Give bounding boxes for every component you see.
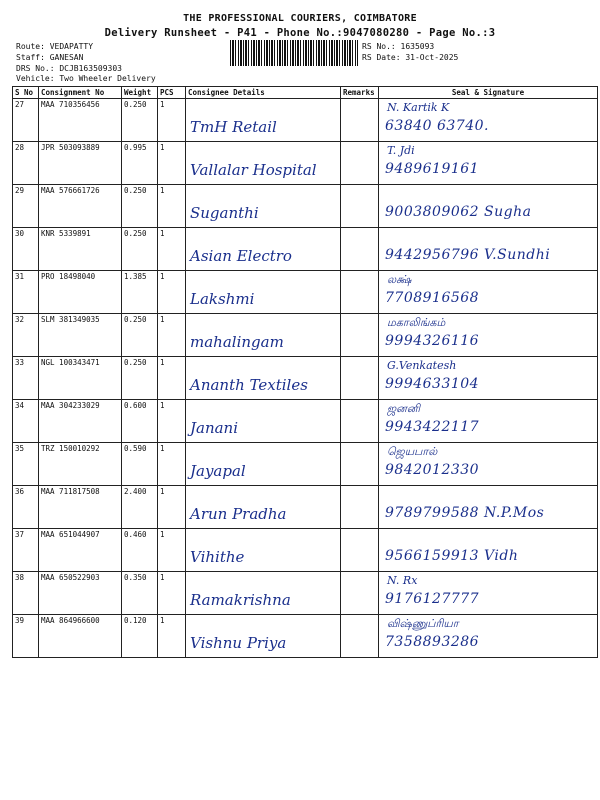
cell-sno: 35 [13, 443, 39, 486]
runsheet-subtitle: Delivery Runsheet - P41 - Phone No.:9047080280 - Page No.:3 [104, 27, 496, 39]
signature-phone: 9994326116 [385, 333, 480, 349]
cell-sno: 37 [13, 529, 39, 572]
vehicle-label: Vehicle: Two Wheeler Delivery [16, 74, 156, 83]
signature-name: ஜனனி [387, 402, 420, 415]
cell-sno: 34 [13, 400, 39, 443]
table-row [13, 185, 598, 228]
cell-consignee [186, 572, 341, 615]
table-row [13, 572, 598, 615]
table-row [13, 271, 598, 314]
table-row [13, 615, 598, 658]
signature-phone: 9994633104 [385, 376, 480, 392]
signature-phone: 9442956796 V.Sundhi [385, 247, 551, 263]
signature-phone: 9003809062 Sugha [385, 204, 532, 220]
cell-signature [379, 400, 598, 443]
table-row [13, 443, 598, 486]
cell-pcs: 1 [158, 443, 186, 486]
col-remarks: Remarks [341, 87, 379, 99]
cell-signature [379, 228, 598, 271]
table-header-row [13, 87, 598, 99]
signature-name: N. Kartik K [387, 101, 450, 114]
cell-signature [379, 99, 598, 142]
cell-signature [379, 185, 598, 228]
cell-pcs: 1 [158, 228, 186, 271]
signature-name: T. Jdi [387, 144, 415, 157]
cell-sno: 36 [13, 486, 39, 529]
cell-pcs: 1 [158, 572, 186, 615]
cell-consignee [186, 142, 341, 185]
cell-consignee [186, 99, 341, 142]
cell-weight: 0.590 [122, 443, 158, 486]
cell-weight: 0.350 [122, 572, 158, 615]
cell-weight: 1.385 [122, 271, 158, 314]
consignee-handwriting: Jayapal [190, 462, 246, 480]
signature-phone: 63840 63740. [385, 118, 489, 134]
cell-consignee [186, 228, 341, 271]
col-pcs: PCS [158, 87, 186, 99]
cell-remarks [341, 357, 379, 400]
consignee-handwriting: Janani [190, 419, 239, 437]
signature-phone: 9176127777 [385, 591, 480, 607]
cell-consignment: MAA 651044907 [39, 529, 122, 572]
col-consignee: Consignee Details [186, 87, 341, 99]
table-row [13, 486, 598, 529]
consignee-handwriting: Vallalar Hospital [190, 161, 317, 179]
cell-pcs: 1 [158, 357, 186, 400]
cell-weight: 0.250 [122, 185, 158, 228]
cell-pcs: 1 [158, 615, 186, 658]
cell-weight: 0.995 [122, 142, 158, 185]
cell-pcs: 1 [158, 486, 186, 529]
table-row [13, 99, 598, 142]
cell-weight: 0.250 [122, 99, 158, 142]
signature-name: N. Rx [387, 574, 418, 587]
signature-phone: 9842012330 [385, 462, 480, 478]
cell-remarks [341, 99, 379, 142]
table-row [13, 228, 598, 271]
rs-no: RS No.: 1635093 [362, 42, 435, 51]
col-sno: S No [13, 87, 39, 99]
cell-signature [379, 615, 598, 658]
cell-signature [379, 314, 598, 357]
cell-signature [379, 486, 598, 529]
cell-consignment: SLM 381349035 [39, 314, 122, 357]
cell-sno: 29 [13, 185, 39, 228]
cell-consignee [186, 185, 341, 228]
signature-phone: 9943422117 [385, 419, 480, 435]
consignee-handwriting: Lakshmi [190, 290, 255, 308]
consignee-handwriting: mahalingam [190, 333, 284, 351]
signature-phone: 9566159913 Vidh [385, 548, 519, 564]
runsheet-table [12, 86, 598, 658]
cell-signature [379, 271, 598, 314]
cell-consignment: PRO 18498040 [39, 271, 122, 314]
col-signature: Seal & Signature [379, 87, 598, 99]
cell-remarks [341, 142, 379, 185]
cell-consignee [186, 615, 341, 658]
table-row [13, 400, 598, 443]
cell-pcs: 1 [158, 400, 186, 443]
signature-name: லக்ஷ் [387, 273, 412, 286]
staff-label: Staff: GANESAN [16, 53, 84, 62]
cell-consignee [186, 486, 341, 529]
cell-consignment: MAA 711817508 [39, 486, 122, 529]
rs-date: RS Date: 31-Oct-2025 [362, 53, 459, 62]
signature-name: G.Venkatesh [387, 359, 457, 372]
col-consignment: Consignment No [39, 87, 122, 99]
cell-remarks [341, 400, 379, 443]
consignee-handwriting: Suganthi [190, 204, 259, 222]
cell-weight: 0.250 [122, 357, 158, 400]
cell-signature [379, 572, 598, 615]
cell-pcs: 1 [158, 99, 186, 142]
cell-signature [379, 443, 598, 486]
cell-sno: 28 [13, 142, 39, 185]
cell-weight: 2.400 [122, 486, 158, 529]
cell-sno: 31 [13, 271, 39, 314]
cell-pcs: 1 [158, 314, 186, 357]
cell-remarks [341, 572, 379, 615]
cell-sno: 30 [13, 228, 39, 271]
cell-signature [379, 529, 598, 572]
signature-phone: 7708916568 [385, 290, 480, 306]
table-row [13, 314, 598, 357]
cell-pcs: 1 [158, 529, 186, 572]
cell-consignment: NGL 100343471 [39, 357, 122, 400]
cell-consignment: JPR 503093889 [39, 142, 122, 185]
cell-remarks [341, 486, 379, 529]
col-weight: Weight [122, 87, 158, 99]
cell-sno: 39 [13, 615, 39, 658]
cell-consignment: KNR 5339891 [39, 228, 122, 271]
table-row [13, 357, 598, 400]
drs-label: DRS No.: DCJB163509303 [16, 64, 122, 73]
cell-weight: 0.120 [122, 615, 158, 658]
cell-remarks [341, 185, 379, 228]
cell-pcs: 1 [158, 142, 186, 185]
route-label: Route: VEDAPATTY [16, 42, 94, 51]
cell-consignment: MAA 576661726 [39, 185, 122, 228]
cell-sno: 38 [13, 572, 39, 615]
cell-signature [379, 357, 598, 400]
cell-weight: 0.250 [122, 314, 158, 357]
consignee-handwriting: Vishnu Priya [190, 634, 287, 652]
consignee-handwriting: Vihithe [190, 548, 245, 566]
consignee-handwriting: Ramakrishna [190, 591, 291, 609]
cell-consignment: MAA 650522903 [39, 572, 122, 615]
cell-consignee [186, 529, 341, 572]
cell-consignment: MAA 304233029 [39, 400, 122, 443]
consignee-handwriting: Asian Electro [190, 247, 292, 265]
cell-weight: 0.460 [122, 529, 158, 572]
cell-consignee [186, 443, 341, 486]
cell-consignee [186, 357, 341, 400]
cell-sno: 27 [13, 99, 39, 142]
cell-sno: 33 [13, 357, 39, 400]
cell-consignee [186, 271, 341, 314]
cell-remarks [341, 615, 379, 658]
signature-phone: 7358893286 [385, 634, 480, 650]
cell-pcs: 1 [158, 271, 186, 314]
consignee-handwriting: Arun Pradha [190, 505, 287, 523]
cell-remarks [341, 529, 379, 572]
cell-remarks [341, 443, 379, 486]
cell-remarks [341, 314, 379, 357]
cell-weight: 0.600 [122, 400, 158, 443]
cell-remarks [341, 271, 379, 314]
cell-pcs: 1 [158, 185, 186, 228]
company-title: THE PROFESSIONAL COURIERS, COIMBATORE [183, 13, 417, 24]
signature-name: ஜெயபால் [387, 445, 438, 458]
table-row [13, 142, 598, 185]
cell-signature [379, 142, 598, 185]
signature-name: விஷ்ணுப்ரியா [387, 617, 459, 630]
cell-consignment: TRZ 150010292 [39, 443, 122, 486]
table-row [13, 529, 598, 572]
cell-consignee [186, 400, 341, 443]
cell-weight: 0.250 [122, 228, 158, 271]
signature-phone: 9489619161 [385, 161, 480, 177]
consignee-handwriting: TmH Retail [190, 118, 277, 136]
cell-remarks [341, 228, 379, 271]
cell-consignment: MAA 710356456 [39, 99, 122, 142]
cell-consignment: MAA 864966600 [39, 615, 122, 658]
signature-phone: 9789799588 N.P.Mos [385, 505, 545, 521]
consignee-handwriting: Ananth Textiles [190, 376, 308, 394]
cell-sno: 32 [13, 314, 39, 357]
signature-name: மகாலிங்கம் [387, 316, 446, 329]
cell-consignee [186, 314, 341, 357]
barcode [230, 40, 358, 66]
